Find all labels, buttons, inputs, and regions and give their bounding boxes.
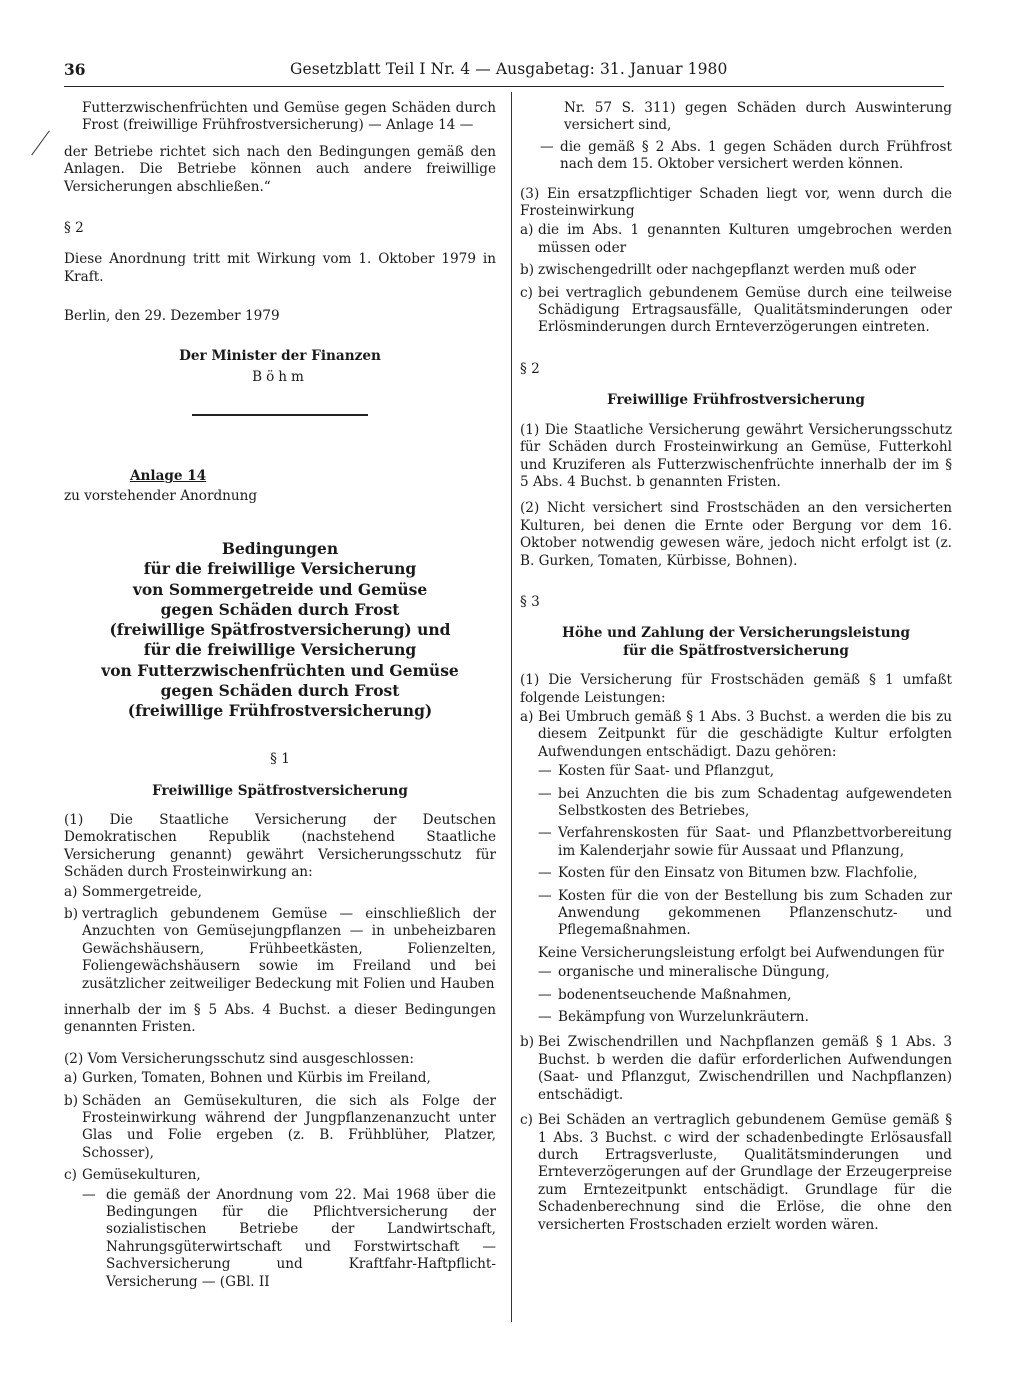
dash-list (538, 763, 952, 940)
section-3-heading: § 3 (520, 593, 540, 610)
list-item (64, 906, 496, 993)
signer-name: Böhm (252, 369, 308, 386)
section-1-title: Freiwillige Spätfrostversicherung (152, 782, 408, 799)
conditions-title-line: von Sommergetreide und Gemüse (132, 579, 428, 599)
dash-list (538, 964, 952, 1026)
list-label: b) (520, 1034, 535, 1051)
conditions-title-line: (freiwillige Spätfrostversicherung) und (109, 620, 451, 640)
section-2-title: Freiwillige Frühfrostversicherung (607, 392, 865, 409)
list-label: b) (520, 262, 535, 279)
dash-item: — bodenentseuchende Maßnahmen, (538, 987, 952, 1004)
s1-p2-list (64, 1070, 496, 1291)
list-text: Bei Umbruch gemäß § 1 Abs. 3 Buchst. a werden die bis zu diesem Zeitpunkt für die geschädigte Kultur erfolgten Aufwendungen entschädigt. Dazu gehören: (538, 708, 952, 760)
page-header (64, 56, 944, 87)
list-item (520, 285, 952, 337)
continuation-dash-list (540, 139, 952, 174)
margin-mark (31, 130, 50, 155)
anlage-subtitle: zu vorstehender Anordnung (64, 487, 258, 504)
s1-p1-list (64, 884, 496, 993)
list-label: a) (64, 1070, 78, 1087)
section-2-heading: § 2 (520, 360, 540, 377)
list-item (520, 1112, 952, 1234)
intro-continuation: Futterzwischenfrüchten und Gemüse gegen Schäden durch Frost (freiwillige Frühfrostversicherung) — Anlage 14 — (82, 100, 496, 134)
s1-paragraph-1: (1) Die Staatliche Versicherung der Deutschen Demokratischen Republik (nachstehend Staatliche Versicherung genannt) gewährt Versicherungsschutz für Schäden durch Frosteinwirkung an: (64, 811, 496, 881)
s2-paragraph-1: (1) Die Staatliche Versicherung gewährt Versicherungsschutz für Schäden durch Frosteinwirkung an Gemüse, Futterkohl und Kruziferen als Futterzwischenfrüchte innerhalb der im § 5 Abs. 4 Buchst. b genannten Fristen. (520, 421, 952, 490)
conditions-title-line: für die freiwillige Versicherung (143, 559, 417, 579)
paragraph-3: (3) Ein ersatzpflichtiger Schaden liegt vor, wenn durch die Frosteinwirkung (520, 185, 952, 220)
list-label: c) (520, 284, 533, 301)
section-2-text: Diese Anordnung tritt mit Wirkung vom 1. Oktober 1979 in Kraft. (64, 251, 496, 285)
dash-list (82, 1187, 496, 1291)
list-label: b) (64, 905, 79, 922)
section-1-heading: § 1 (270, 751, 290, 768)
list-item (64, 1070, 496, 1087)
dash-item: — Kosten für Saat- und Pflanzgut, (538, 763, 952, 780)
section-2-heading: § 2 (64, 220, 84, 237)
dash-item: — organische und mineralische Düngung, (538, 964, 952, 981)
separator-rule (192, 414, 368, 416)
paragraph-3-list (520, 222, 952, 336)
continuation-text: Nr. 57 S. 311) gegen Schäden durch Auswinterung versichert sind, (564, 100, 952, 134)
conditions-title-line: für die freiwillige Versicherung (143, 640, 417, 660)
column-divider (511, 92, 512, 1322)
dash-item: — Bekämpfung von Wurzelunkräutern. (538, 1009, 952, 1026)
s1-paragraph-1-end: innerhalb der im § 5 Abs. 4 Buchst. a dieser Bedingungen genannten Fristen. (64, 1001, 496, 1036)
dash-item: — Kosten für die von der Bestellung bis zum Schaden zur Anwendung gekommenen Pflanzenschutz- und Pflegemaßnahmen. (538, 888, 952, 940)
conditions-title-line: (freiwillige Frühfrostversicherung) (127, 700, 433, 720)
dash-item: — Kosten für den Einsatz von Bitumen bzw. Flachfolie, (538, 865, 952, 882)
place-date: Berlin, den 29. Dezember 1979 (64, 308, 280, 325)
dash-item: — die gemäß der Anordnung vom 22. Mai 1968 über die Bedingungen für die Pflichtversicherung der sozialistischen Betriebe der Landwirtschaft, Nahrungsgüterwirtschaft und Forstwirtschaft — Sachversicherung und Kraftfahr-Haftpflicht-Versicherung — (GBl. II (82, 1187, 496, 1291)
list-text: Gurken, Tomaten, Bohnen und Kürbis im Freiland, (82, 1070, 431, 1087)
conditions-title-line: von Futterzwischenfrüchten und Gemüse (101, 660, 459, 680)
left-column (64, 100, 496, 1296)
s3-paragraph-1: (1) Die Versicherung für Frostschäden gemäß § 1 umfaßt folgende Leistungen: (520, 672, 952, 706)
section-3-title-line-2: für die Spätfrostversicherung (623, 642, 849, 659)
list-text: bei vertraglich gebundenem Gemüse durch eine teilweise Schädigung Ertragsausfälle, Qualitätsminderungen oder Erlösminderungen durch Ernteverzögerungen eintreten. (538, 284, 952, 336)
list-item (520, 222, 952, 257)
s2-paragraph-2: (2) Nicht versichert sind Frostschäden an den versicherten Kulturen, bei denen die Ernte oder Bergung vor dem 16. Oktober notwendig gewesen wäre, jedoch nicht erfolgt ist (z. B. Gurken, Tomaten, Kürbisse, Bohnen). (520, 500, 952, 569)
no-coverage-text: Keine Versicherungsleistung erfolgt bei Aufwendungen für (538, 944, 944, 961)
dash-item: — bei Anzuchten die bis zum Schadentag aufgewendeten Selbstkosten des Betriebes, (538, 786, 952, 821)
list-item (64, 884, 496, 901)
header-title: Gesetzblatt Teil I Nr. 4 — Ausgabetag: 31. Januar 1980 (290, 60, 728, 78)
list-label: a) (64, 883, 78, 900)
list-text: Sommergetreide, (82, 883, 202, 900)
minister-title: Der Minister der Finanzen (179, 347, 381, 364)
list-text: vertraglich gebundenem Gemüse — einschließlich der Anzuchten von Gemüsejungpflanzen — in unbeheizbaren Gewächshäusern, Frühbeetkästen, Folienzelten, Foliengewächshäusern sowie im Freiland und bei zusätzlicher zeitweiliger Bedeckung mit Folien und Hauben (82, 905, 496, 992)
list-label: a) (520, 222, 534, 239)
s1-paragraph-2: (2) Vom Versicherungsschutz sind ausgeschlossen: (64, 1050, 415, 1067)
list-label: c) (520, 1112, 533, 1129)
list-text: Bei Schäden an vertraglich gebundenem Gemüse gemäß § 1 Abs. 3 Buchst. c wird der schadenbedingte Erlösausfall durch Ertragsverluste, Qualitätsminderungen und Ernteverzögerungen auf der Grundlage der Erzeugerpreise zum Erntezeitpunkt entschädigt. Grundlage für die Schadenberechnung sind die Erlöse, die ohne den versicherten Frostschaden erzielt worden wären. (538, 1112, 952, 1233)
intro-text: der Betriebe richtet sich nach den Bedingungen gemäß den Anlagen. Die Betriebe können auch andere freiwillige Versicherungen abschließen.“ (64, 143, 496, 195)
conditions-title-line: gegen Schäden durch Frost (160, 680, 400, 700)
list-item (520, 1034, 952, 1104)
conditions-title-line: Bedingungen (221, 539, 339, 559)
list-label: a) (520, 708, 534, 725)
section-3-title-line-1: Höhe und Zahlung der Versicherungsleistung (561, 625, 910, 642)
list-label: c) (64, 1167, 77, 1184)
list-text: Schäden an Gemüsekulturen, die sich als Folge der Frosteinwirkung während der Jungpflanzenanzucht unter Glas und Folie ergeben (z. B. Frühblüher, Platzer, Schosser), (82, 1092, 496, 1161)
list-text: Gemüsekulturen, (82, 1167, 201, 1184)
dash-item: — die gemäß § 2 Abs. 1 gegen Schäden durch Frühfrost nach dem 15. Oktober versichert werden können. (540, 139, 952, 174)
conditions-title (64, 539, 496, 721)
list-text: die im Abs. 1 genannten Kulturen umgebrochen werden müssen oder (538, 222, 952, 256)
dash-item: — Verfahrenskosten für Saat- und Pflanzbettvorbereitung im Kalenderjahr sowie für Aussaat und Pflanzung, (538, 825, 952, 860)
s3-list (520, 709, 952, 1234)
page-number: 36 (64, 60, 86, 79)
list-text: zwischengedrillt oder nachgepflanzt werden muß oder (538, 262, 916, 279)
list-item (520, 262, 952, 279)
right-column (520, 100, 952, 1243)
conditions-title-line: gegen Schäden durch Frost (160, 599, 400, 619)
list-label: b) (64, 1092, 79, 1109)
list-item (520, 709, 952, 1027)
list-text: Bei Zwischendrillen und Nachpflanzen gemäß § 1 Abs. 3 Buchst. b werden die dafür erforderlichen Aufwendungen (Saat- und Pflanzgut, Zwischendrillen und Nachpflanzen) entschädigt. (538, 1034, 952, 1103)
list-item (64, 1093, 496, 1163)
list-item (64, 1167, 496, 1291)
anlage-title: Anlage 14 (130, 468, 207, 485)
